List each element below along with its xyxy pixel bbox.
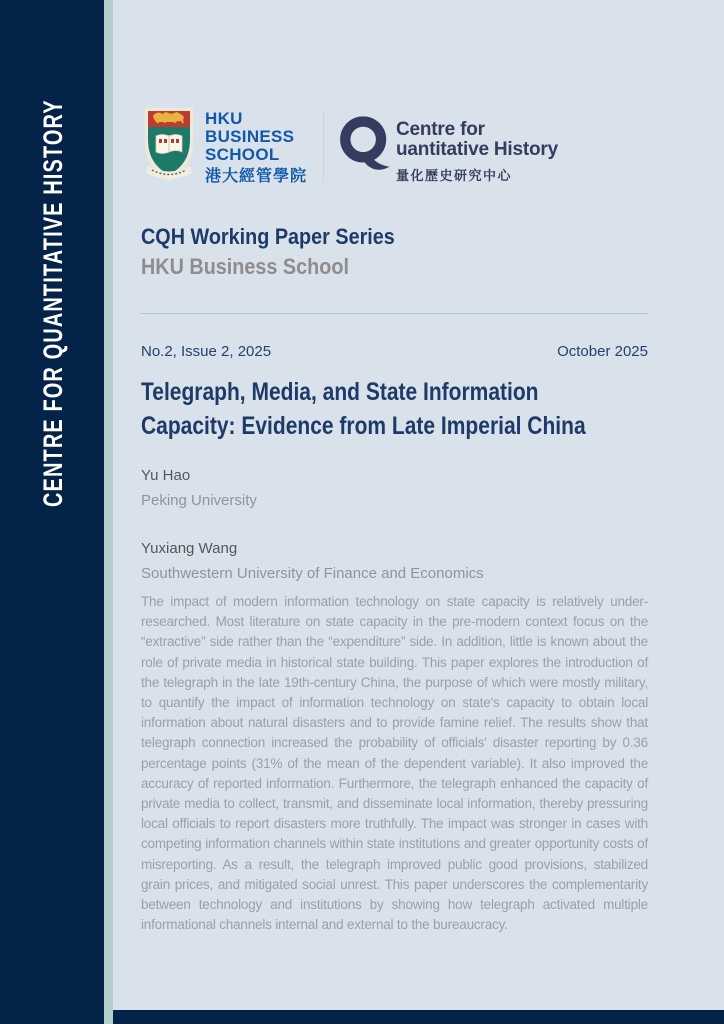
paper-title-line2: Capacity: Evidence from Late Imperial China xyxy=(141,412,586,440)
hku-logo-line2: BUSINESS xyxy=(205,127,295,146)
author-affiliation: Southwestern University of Finance and Economics xyxy=(141,565,484,582)
publication-date: October 2025 xyxy=(557,343,648,360)
divider-rule xyxy=(141,313,648,314)
sidebar-vertical-title: CENTRE FOR QUANTITATIVE HISTORY xyxy=(38,99,68,507)
hku-logo-line3: SCHOOL xyxy=(205,145,280,164)
paper-title-line1: Telegraph, Media, and State Information xyxy=(141,378,539,406)
abstract-text: The impact of modern information technology on state capacity is relatively under-researched. Most literature on state capacity in the pre-modern context focus on the “extractive” side rather than the “expenditure” side. In addition, little is known about the role of private media in historical state building. This paper explores the introduction of the telegraph in the late 19th-century China, the purpose of which were mostly military, to quantify the impact of information technology on state's capacity to obtain local information about natural disasters and to provide famine relief. The results show that telegraph connection increased the probability of officials' disaster reporting by 0.36 percentage points (31% of the mean of the dependent variable). It also improved the accuracy of reported information. Furthermore, the telegraph enhanced the capacity of private media to collect, transmit, and disseminate local information, thereby pressuring local officials to report disasters more truthfully. The impact was stronger in cases with competing information channels within state institutions and greater opportunity costs of misreporting. As a result, the telegraph improved public good provisions, stabilized grain prices, and mitigated social unrest. This paper underscores the complementarity between technology and institutions by showing how telegraph activated multiple informational channels internal and external to the bureaucracy. xyxy=(141,594,648,933)
accent-stripe xyxy=(104,0,113,1024)
cqh-q-icon xyxy=(340,114,392,178)
cqh-logo-line1: Centre for xyxy=(396,119,485,140)
hku-logo-chinese: 港大經管學院 xyxy=(205,168,308,185)
meta-row xyxy=(141,343,648,360)
hku-logo-text xyxy=(205,110,307,186)
cqh-logo-text xyxy=(396,120,558,184)
sidebar xyxy=(0,0,104,1024)
cqh-logo-line2: uantitative History xyxy=(396,139,558,160)
issue-number: No.2, Issue 2, 2025 xyxy=(141,343,272,360)
series-subtitle: HKU Business School xyxy=(141,254,349,279)
author-name: Yuxiang Wang xyxy=(141,540,238,557)
cqh-logo xyxy=(340,114,558,184)
author-affiliation: Peking University xyxy=(141,492,257,509)
logo-header xyxy=(143,106,558,190)
author-block xyxy=(141,536,484,586)
author-name: Yu Hao xyxy=(141,467,191,484)
logo-divider xyxy=(323,110,324,182)
series-title: CQH Working Paper Series xyxy=(141,224,395,249)
author-list xyxy=(141,463,484,609)
hku-logo xyxy=(143,106,307,190)
author-block xyxy=(141,463,484,513)
cqh-logo-chinese: 量化歷史研究中心 xyxy=(396,168,513,183)
hku-logo-line1: HKU xyxy=(205,109,243,128)
series-heading xyxy=(141,222,395,282)
hku-shield-icon xyxy=(143,106,195,190)
footer-bar xyxy=(113,1010,724,1024)
paper-title xyxy=(141,375,586,443)
main-content xyxy=(113,0,724,1024)
